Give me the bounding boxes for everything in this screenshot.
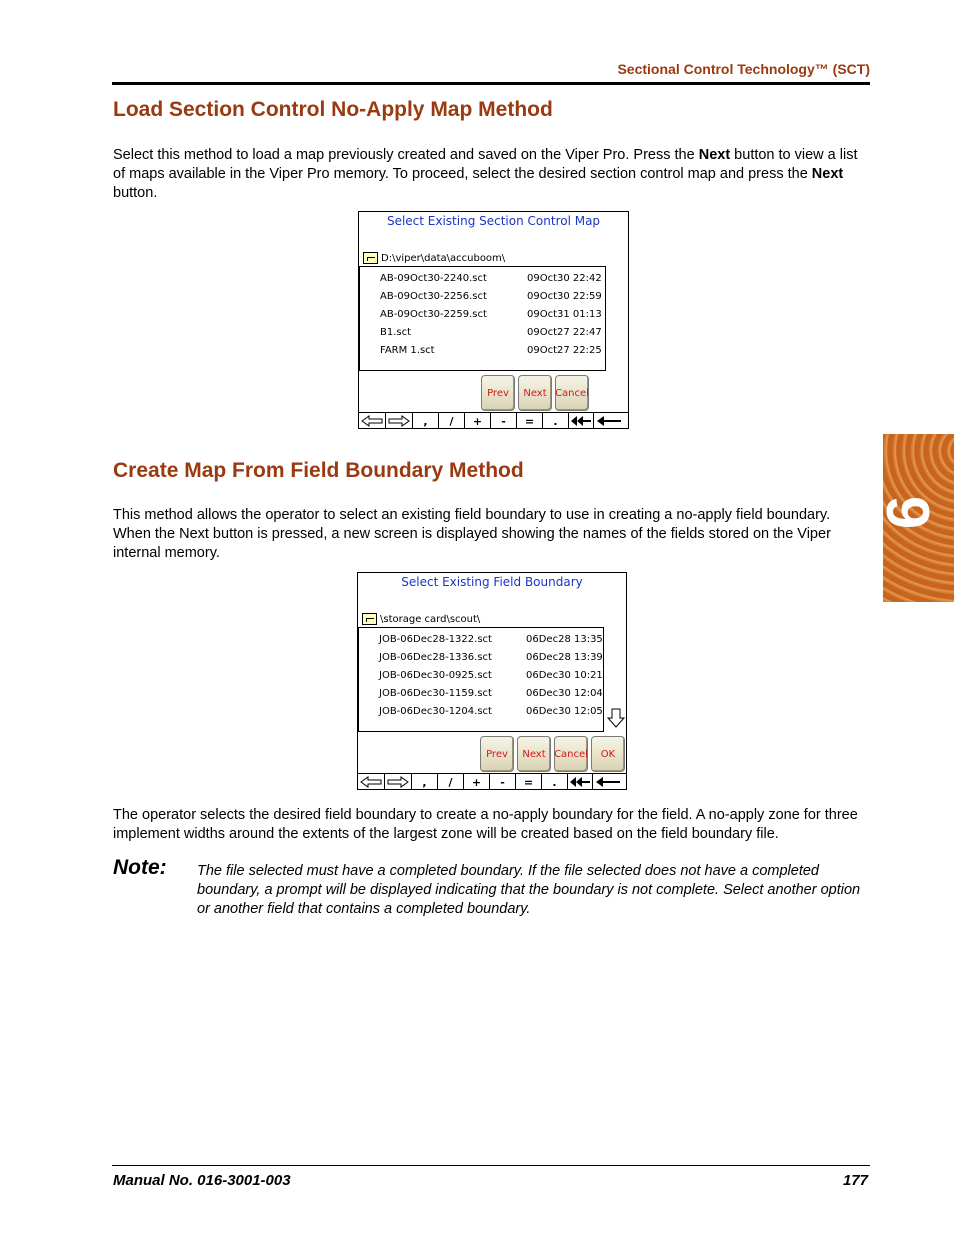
file-date: 06Dec28 13:35 xyxy=(526,634,603,645)
footer-rule xyxy=(112,1165,870,1166)
file-name: JOB-06Dec30-0925.sct xyxy=(379,670,492,681)
arrow-right-key-icon[interactable] xyxy=(385,774,412,790)
period-key[interactable]: . xyxy=(542,774,568,790)
cancel-button[interactable]: Cancel xyxy=(555,375,589,411)
para-bold-next: Next xyxy=(698,147,731,163)
list-item[interactable] xyxy=(359,704,603,722)
file-name: JOB-06Dec28-1336.sct xyxy=(379,652,492,663)
list-item[interactable] xyxy=(359,650,603,668)
running-header: Sectional Control Technology™ (SCT) xyxy=(617,61,870,77)
list-item[interactable] xyxy=(359,668,603,686)
cancel-button[interactable]: Cancel xyxy=(554,736,588,772)
file-name: AB-09Oct30-2240.sct xyxy=(380,273,487,284)
file-list xyxy=(358,627,604,732)
plus-key[interactable]: + xyxy=(464,774,490,790)
chapter-tab xyxy=(874,434,954,602)
closing-paragraph: The operator selects the desired field boundary to create a no-apply boundary for the field. A no-apply zone for three implement widths around the extents of the largest zone will be created based on the field boundary file. xyxy=(113,807,858,842)
double-back-arrow-icon[interactable] xyxy=(569,413,594,429)
file-name: JOB-06Dec30-1204.sct xyxy=(379,706,492,717)
arrow-right-key-icon[interactable] xyxy=(386,413,413,429)
chapter-number: 9 xyxy=(874,495,942,530)
prev-button[interactable]: Prev xyxy=(480,736,514,772)
folder-up-icon[interactable] xyxy=(362,613,377,625)
file-date: 09Oct30 22:42 xyxy=(527,273,602,284)
plus-key[interactable]: + xyxy=(465,413,491,429)
list-item[interactable] xyxy=(360,325,605,343)
arrow-left-key-icon[interactable] xyxy=(358,774,385,790)
minus-key[interactable]: - xyxy=(491,413,517,429)
file-date: 06Dec28 13:39 xyxy=(526,652,603,663)
backspace-icon[interactable] xyxy=(593,774,622,790)
screen-select-field-boundary xyxy=(357,572,627,790)
file-name: JOB-06Dec30-1159.sct xyxy=(379,688,492,699)
list-item[interactable] xyxy=(359,632,603,650)
file-date: 06Dec30 12:04 xyxy=(526,688,603,699)
path-text: \storage card\scout\ xyxy=(380,613,481,625)
path-row[interactable] xyxy=(362,611,480,627)
next-button[interactable]: Next xyxy=(518,375,552,411)
prev-button[interactable]: Prev xyxy=(481,375,515,411)
section-paragraph-load-map xyxy=(113,146,870,203)
scroll-down-arrow-icon[interactable] xyxy=(607,708,625,728)
file-name: JOB-06Dec28-1322.sct xyxy=(379,634,492,645)
file-name: AB-09Oct30-2259.sct xyxy=(380,309,487,320)
file-list xyxy=(359,266,606,371)
slash-key[interactable]: / xyxy=(439,413,465,429)
minus-key[interactable]: - xyxy=(490,774,516,790)
file-name: B1.sct xyxy=(380,327,412,338)
header-rule xyxy=(112,82,870,85)
note-text: The file selected must have a completed boundary. If the file selected does not have a completed boundary, a prompt will be displayed indicating that the boundary is not complete. Select another option or another field that contains a completed boundary. xyxy=(197,863,861,917)
section-paragraph-field-boundary: This method allows the operator to select an existing field boundary to use in creating a no-apply field boundary. When the Next button is pressed, a new screen is displayed showing the names of the fields stored on the Viper internal memory. xyxy=(113,507,831,561)
file-name: AB-09Oct30-2256.sct xyxy=(380,291,487,302)
list-item[interactable] xyxy=(360,343,605,361)
next-button[interactable]: Next xyxy=(517,736,551,772)
para-bold-next: Next xyxy=(811,166,844,182)
keyboard-row xyxy=(358,773,626,789)
keyboard-row xyxy=(359,412,628,428)
comma-key[interactable]: , xyxy=(412,774,438,790)
path-row[interactable] xyxy=(363,250,505,266)
para-text: button to view a list of maps available in the Viper Pro memory. To proceed, select the desired section control map and press the xyxy=(113,147,858,182)
folder-up-icon[interactable] xyxy=(363,252,378,264)
manual-number: Manual No. 016-3001-003 xyxy=(113,1172,291,1189)
file-date: 09Oct30 22:59 xyxy=(527,291,602,302)
list-item[interactable] xyxy=(359,686,603,704)
file-date: 09Oct27 22:25 xyxy=(527,345,602,356)
screen-select-section-control-map xyxy=(358,211,629,429)
note-label: Note: xyxy=(113,856,167,879)
screen-title: Select Existing Section Control Map xyxy=(386,214,601,228)
ok-button[interactable]: OK xyxy=(591,736,625,772)
screen-title: Select Existing Field Boundary xyxy=(401,575,583,589)
equals-key[interactable]: = xyxy=(517,413,543,429)
file-date: 06Dec30 12:05 xyxy=(526,706,603,717)
file-date: 09Oct31 01:13 xyxy=(527,309,602,320)
path-text: D:\viper\data\accuboom\ xyxy=(381,252,506,264)
file-name: FARM 1.sct xyxy=(380,345,435,356)
para-text: button. xyxy=(113,185,158,201)
file-date: 06Dec30 10:21 xyxy=(526,670,603,681)
page-number: 177 xyxy=(842,1172,868,1189)
double-back-arrow-icon[interactable] xyxy=(568,774,593,790)
arrow-left-key-icon[interactable] xyxy=(359,413,386,429)
equals-key[interactable]: = xyxy=(516,774,542,790)
slash-key[interactable]: / xyxy=(438,774,464,790)
file-date: 09Oct27 22:47 xyxy=(527,327,602,338)
para-text: Select this method to load a map previously created and saved on the Viper Pro. Press the xyxy=(113,147,699,163)
list-item[interactable] xyxy=(360,271,605,289)
backspace-icon[interactable] xyxy=(594,413,624,429)
period-key[interactable]: . xyxy=(543,413,569,429)
list-item[interactable] xyxy=(360,289,605,307)
section-heading-field-boundary: Create Map From Field Boundary Method xyxy=(113,459,524,482)
list-item[interactable] xyxy=(360,307,605,325)
section-heading-load-map: Load Section Control No-Apply Map Method xyxy=(113,98,553,121)
comma-key[interactable]: , xyxy=(413,413,439,429)
